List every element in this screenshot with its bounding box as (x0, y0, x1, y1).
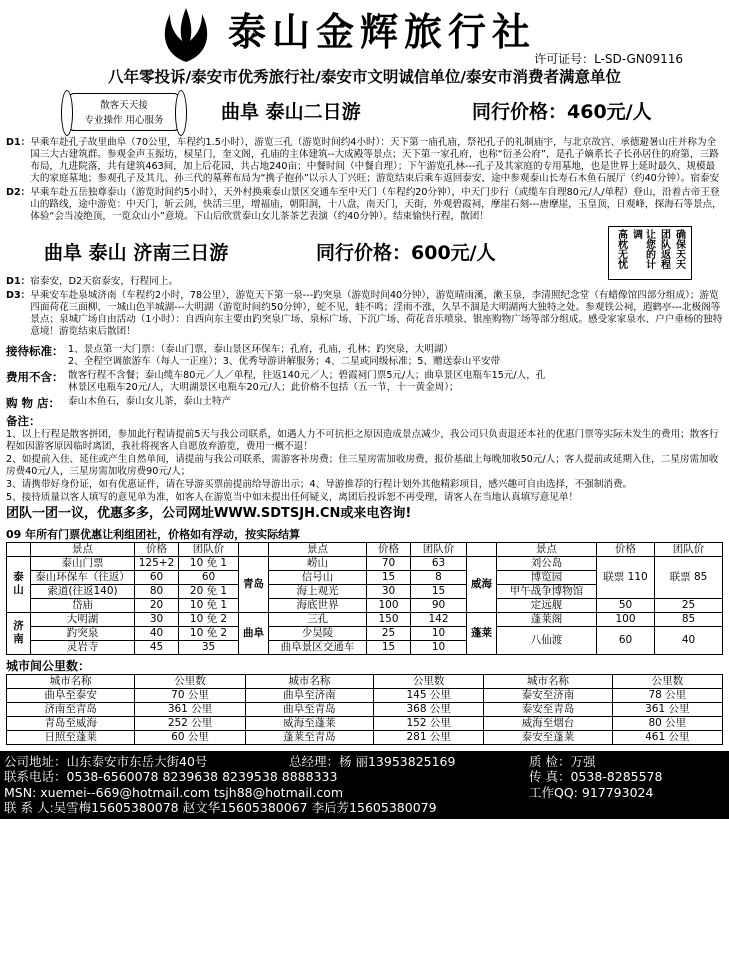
route-cell: 曲阜至泰安 (7, 688, 135, 702)
flame-logo-icon (156, 4, 216, 64)
spot-cell: 灵岩寺 (31, 640, 135, 654)
spot-cell: 信号山 (269, 570, 367, 584)
group-cell: 10 (411, 640, 467, 654)
spot-cell: 定远舰 (497, 598, 597, 612)
distance-table (6, 674, 723, 745)
tour1-price: 同行价格：460元/人 (472, 101, 652, 124)
col-header: 景点 (269, 542, 367, 556)
scroll-line1: 散客天天接 (100, 100, 148, 112)
km-cell: 80 公里 (612, 716, 722, 730)
price-cell: 150 (367, 612, 411, 626)
guarantee-col: 确保天天 (673, 229, 685, 270)
region-cell: 蓬莱 (467, 612, 497, 654)
day-label: D1： (6, 276, 31, 288)
fee-label: 费用不含： (6, 370, 64, 385)
note-2: 2、如提前入住、延住或产生自然单间，请提前与我公司联系，需游客补房费；住三星房需加收房费，报价基础上每晚加收50元/人；客人提前或延期入住，二星房需加收房费40元/人，三星房需加收房费90元/人； (6, 453, 719, 477)
phone-numbers: 联系电话：0538-6560078 8239638 8239538 8888333 (4, 769, 338, 785)
address: 公司地址：山东泰安市东岳大街40号 (4, 753, 208, 769)
table-header (7, 674, 723, 688)
table-row (7, 688, 723, 702)
license-number: 许可证号：L-SD-GN09116 (534, 52, 683, 66)
price-cell: 80 (135, 584, 179, 598)
table-row (7, 702, 723, 716)
col-header: 团队价 (179, 542, 239, 556)
group-cell: 85 (655, 612, 723, 626)
group-cell: 142 (411, 612, 467, 626)
route-cell: 日照至蓬莱 (7, 730, 135, 744)
price-cell: 联票 110 (597, 556, 655, 598)
day-text: 早乘车赴五岳独尊泰山（游览时间约5小时），天外村换乘泰山景区交通车至中天门（车程约20分钟），中天门步行（或缆车自理80元/人/单程）登山，沿着古帝王登山的路线，途中游览：中天门，斩云剑，快活三里，增福庙，朝阳洞，十八盘，南天门，天街，外观碧霞祠，摩崖石刻---唐摩崖，玉皇顶，日观峰，探海石等景点，体验“会当凌绝顶，一览众山小”意境。下山后欣赏泰山女儿茶茶艺表演（约40分钟）。结束愉快行程，散团！ (30, 187, 722, 223)
region-cell: 泰山 (7, 556, 31, 612)
table-row (7, 612, 723, 626)
spot-cell: 索道(往返140) (31, 584, 135, 598)
km-cell: 252 公里 (135, 716, 245, 730)
route-cell: 威海至烟台 (484, 716, 612, 730)
tour2-header (6, 226, 723, 274)
website-cta: 团队一团一议，优惠多多，公司网址WWW.SDTSJH.CN或来电咨询! (6, 505, 412, 521)
notes-title: 备注： (6, 413, 41, 428)
price-cell: 70 (367, 556, 411, 570)
col-header: 价格 (135, 542, 179, 556)
route-cell: 曲阜至青岛 (245, 702, 373, 716)
tickets-caption: 09 年所有门票优惠让利组团社，价格如有浮动，按实际结算 (6, 528, 301, 542)
price-cell: 100 (597, 612, 655, 626)
quality-control: 质 检：万强 (529, 753, 596, 769)
guarantee-box (608, 226, 692, 280)
slogan: 八年零投诉/泰安市优秀旅行社/泰安市文明诚信单位/泰安市消费者满意单位 (108, 68, 621, 86)
spot-cell: 海底世界 (269, 598, 367, 612)
spot-cell: 少昊陵 (269, 626, 367, 640)
standard-text (68, 344, 723, 368)
group-cell: 60 (179, 570, 239, 584)
qq-number: 工作QQ: 917793024 (529, 784, 654, 800)
table-row (7, 556, 723, 570)
price-cell: 100 (367, 598, 411, 612)
price-cell: 30 (135, 612, 179, 626)
shopping-text: 泰山木鱼石，泰山女儿茶，泰山土特产 (68, 396, 232, 408)
day-text: 早乘车赴孔子故里曲阜（70公里，车程约1.5小时），游览三孔（游览时间约4小时）：天下第一庙孔庙，祭祀孔子的礼制庙宇，与北京故宫、承德避暑山庄并称为全国三大古建筑群。参观金声玉振坊，棂星门，奎文阁，孔庙的主体建筑--大成殿等景点；天下第一家孔府，也称“衍圣公府”，是孔子嫡系长子长孙居住的府第，三路布局，九进院落，共有建筑463间，加上后花园，共占地240亩；中餐时间（中餐自理）；下午游览孔林---孔子及其家庭的专用墓地，也是世界上延时最久、规模最大的家庭墓地；参观孔子及其儿、孙三代的墓葬布局为“携子抱孙”以示人丁兴旺；游览结束后乘车返回泰安，途中参观泰山长寿石木鱼石展厅（约40分钟）。宿泰安 (30, 137, 720, 185)
price-cell: 15 (367, 570, 411, 584)
contact-footer (0, 751, 729, 819)
standard-label: 接待标准： (6, 344, 64, 359)
group-cell: 20 免 1 (179, 584, 239, 598)
spot-cell: 海上观光 (269, 584, 367, 598)
km-cell: 368 公里 (374, 702, 484, 716)
price-cell: 45 (135, 640, 179, 654)
group-cell: 25 (655, 598, 723, 612)
footer-row (4, 769, 725, 785)
km-cell: 70 公里 (135, 688, 245, 702)
km-cell: 281 公里 (374, 730, 484, 744)
spot-cell: 大明湖 (31, 612, 135, 626)
group-cell: 联票 85 (655, 556, 723, 598)
price-cell: 60 (597, 626, 655, 654)
spot-cell: 甲午战争博物馆 (497, 584, 597, 598)
general-manager: 总经理：杨 丽13953825169 (289, 753, 456, 769)
table-row (7, 716, 723, 730)
ticket-price-table (6, 542, 723, 655)
note-1: 1、以上行程是散客拼团，参加此行程请提前5天与我公司联系，如遇人力不可抗拒之原因造成景点减少，我公司只负责退还本社的优惠门票等实际未发生的费用；散客行程如因游客原因临时离团，我社将视客人自愿放弃游览，费用一概不退！ (6, 428, 719, 452)
footer-row (4, 785, 725, 801)
group-cell: 10 免 2 (179, 626, 239, 640)
col-header: 景点 (497, 542, 597, 556)
fax-number: 传 真：0538-8285578 (529, 769, 663, 785)
tour2-day3 (6, 290, 723, 338)
group-cell: 63 (411, 556, 467, 570)
region-cell: 威海 (467, 556, 497, 612)
col-header: 团队价 (655, 542, 723, 556)
col-header: 城市名称 (7, 674, 135, 688)
tour1-header (6, 87, 723, 135)
col-header: 公里数 (612, 674, 722, 688)
tour2-title: 曲阜 泰山 济南三日游 (44, 242, 229, 265)
day-label: D1： (6, 137, 31, 149)
spot-cell: 八仙渡 (497, 626, 597, 654)
col-header: 城市名称 (245, 674, 373, 688)
route-cell: 济南至青岛 (7, 702, 135, 716)
standard-line: 1、景点第一大门票：（泰山门票，泰山景区环保车；孔府，孔庙，孔林；趵突泉，大明湖） (68, 344, 454, 356)
day-label: D3： (6, 290, 31, 302)
km-cell: 361 公里 (612, 702, 722, 716)
day-text: 早乘安车赴泉城济南（车程约2小时，78公里），游览天下第一泉---趵突泉（游览时间40分钟），游览晴雨溪，漱玉泉，李清照纪念堂（有蜡像馆四部分组成）；游览四面荷花三面柳、一城山色半城湖---大明湖（游览时间约50分钟），蛇不见，蛙不鸣；淫雨不涨，久旱不涸是大明湖两大独特之处。参观铁公祠，遐鹤亭---北极阁等景点；泉城广场自由活动（1小时）：自西向东主要由趵突泉广场、泉标广场、下沉广场、荷花音乐喷泉、银座购物广场等部分组成。感受家家泉水、户户垂杨的独特意境！游览结束后散团！ (30, 290, 723, 338)
guarantee-col: 团队返程 (658, 229, 670, 270)
price-cell: 60 (135, 570, 179, 584)
spot-cell: 岱庙 (31, 598, 135, 612)
header (6, 0, 723, 66)
tour1-day2 (6, 187, 723, 223)
tour2-price: 同行价格：600元/人 (316, 242, 496, 265)
group-cell: 10 (411, 626, 467, 640)
price-cell: 40 (135, 626, 179, 640)
spot-cell: 三孔 (269, 612, 367, 626)
note-4: 5、接待质量以客人填写的意见单为准，如客人在游览当中如未提出任何疑义，离团后投诉恕不再受理，请客人在当地认真填写意见单！ (6, 491, 579, 503)
group-cell: 90 (411, 598, 467, 612)
shopping (6, 396, 723, 410)
price-cell: 30 (367, 584, 411, 598)
group-cell: 8 (411, 570, 467, 584)
route-cell: 威海至蓬莱 (245, 716, 373, 730)
region-cell: 青岛 (239, 556, 269, 612)
col-header: 价格 (367, 542, 411, 556)
fee-excluded (6, 370, 723, 394)
spot-cell: 曲阜景区交通车 (269, 640, 367, 654)
col-header: 城市名称 (484, 674, 612, 688)
distance-caption: 城市间公里数： (6, 658, 91, 673)
km-cell: 361 公里 (135, 702, 245, 716)
route-cell: 蓬莱至青岛 (245, 730, 373, 744)
col-header: 公里数 (135, 674, 245, 688)
km-cell: 461 公里 (612, 730, 722, 744)
fee-line: 散客行程不含餐；泰山缆车80元／人／单程，往返140元／人；碧霞祠门票5元/人；曲阜景区电瓶车15元/人，孔 (68, 370, 546, 382)
col-header: 景点 (31, 542, 135, 556)
price-cell: 25 (367, 626, 411, 640)
spot-cell: 泰山门票 (31, 556, 135, 570)
col-header: 公里数 (374, 674, 484, 688)
table-row (7, 598, 723, 612)
km-cell: 152 公里 (374, 716, 484, 730)
footer-row (4, 800, 725, 816)
price-cell: 125+2 (135, 556, 179, 570)
group-cell: 10 免 1 (179, 556, 239, 570)
col-header: 团队价 (411, 542, 467, 556)
guarantee-col: 让您的计调 (630, 229, 655, 270)
route-cell: 泰安至青岛 (484, 702, 612, 716)
route-cell: 泰安至蓬莱 (484, 730, 612, 744)
msn-contacts: MSN: xuemei--669@hotmail.com tsjh88@hotmail.com (4, 784, 344, 800)
tour1-day1 (6, 137, 723, 185)
standard-line: 2、全程空调旅游车（每人一正座）；3、优秀导游讲解服务；4、二星或同级标准；5、赠送泰山平安带 (68, 356, 501, 368)
group-cell: 35 (179, 640, 239, 654)
table-row (7, 730, 723, 744)
note-3: 3、请携带好身份证，如有优惠证件，请在导游买票前提前给导游出示；4、导游推荐的行程计划外其他精彩项目，感兴趣可自由选择，不强制消费。 (6, 478, 633, 490)
table-header (7, 542, 723, 556)
spot-cell: 蓬莱阁 (497, 612, 597, 626)
km-cell: 145 公里 (374, 688, 484, 702)
price-cell: 50 (597, 598, 655, 612)
spot-cell: 泰山环保车（往返） (31, 570, 135, 584)
brand-name: 泰山金辉旅行社 (228, 9, 537, 54)
contact-persons: 联 系 人:吴雪梅15605380078 赵文华15605380067 李后芳15605380079 (4, 800, 437, 816)
spot-cell: 刘公岛 (497, 556, 597, 570)
col-header: 价格 (597, 542, 655, 556)
spot-cell: 趵突泉 (31, 626, 135, 640)
price-cell: 20 (135, 598, 179, 612)
group-cell: 10 免 1 (179, 598, 239, 612)
day-text: 宿泰安，D2天宿泰安，行程同上。 (30, 276, 179, 288)
route-cell: 泰安至济南 (484, 688, 612, 702)
footer-row (4, 754, 725, 770)
fee-line: 林景区电瓶车20元/人，大明湖景区电瓶车20元/人；此价格不包括（五一节，十一黄金周）； (68, 382, 459, 394)
route-cell: 曲阜至济南 (245, 688, 373, 702)
service-scroll (68, 93, 180, 131)
spot-cell: 博览园 (497, 570, 597, 584)
km-cell: 60 公里 (135, 730, 245, 744)
scroll-line2: 专业操作 用心服务 (84, 115, 164, 127)
fee-text (68, 370, 723, 394)
route-cell: 青岛至威海 (7, 716, 135, 730)
shopping-label: 购 物 店： (6, 396, 61, 411)
reception-standard (6, 344, 723, 368)
region-cell: 济南 (7, 612, 31, 654)
tour1-title: 曲阜 泰山二日游 (221, 101, 361, 124)
table-row (7, 626, 723, 640)
guarantee-col: 高枕无忧 (615, 229, 627, 270)
km-cell: 78 公里 (612, 688, 722, 702)
group-cell: 10 免 2 (179, 612, 239, 626)
spot-cell: 崂山 (269, 556, 367, 570)
day-label: D2： (6, 187, 31, 199)
group-cell: 15 (411, 584, 467, 598)
group-cell: 40 (655, 626, 723, 654)
region-cell: 曲阜 (239, 612, 269, 654)
price-cell: 15 (367, 640, 411, 654)
